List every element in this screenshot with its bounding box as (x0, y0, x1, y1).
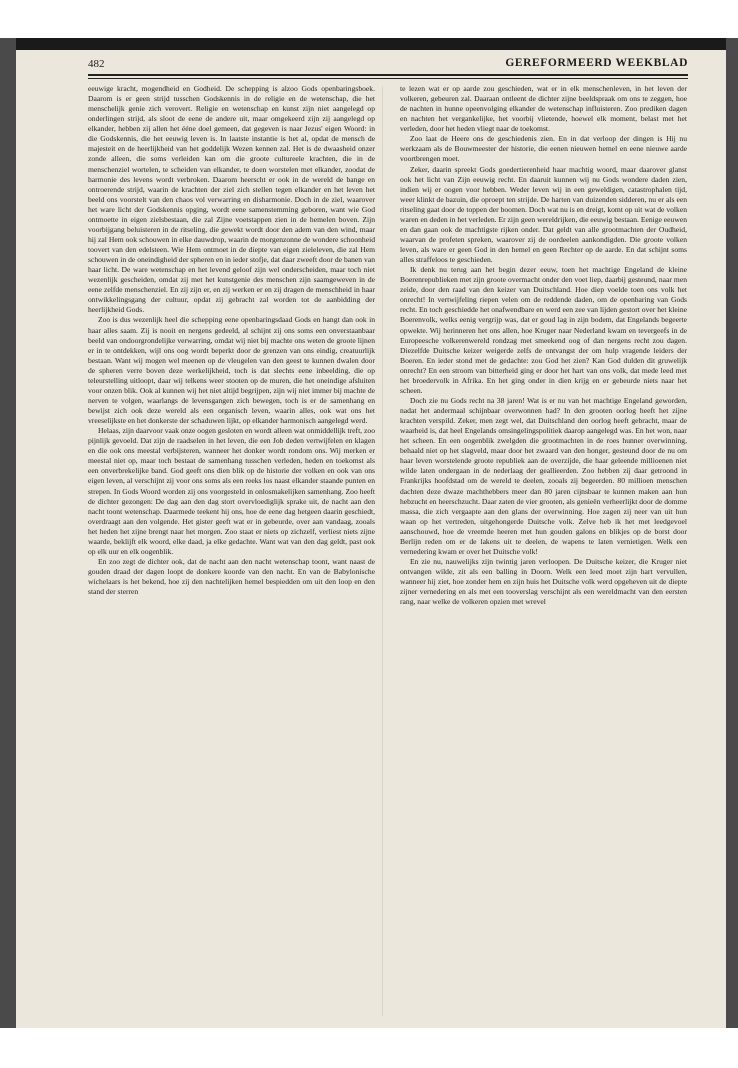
page-top-band (16, 38, 726, 50)
column-gutter (382, 86, 383, 1016)
paragraph: Zeker, daarin spreekt Gods goedertierenheid haar machtig woord, maar daarover glanst ook het licht van Zijn eeuwig recht. En daaruit kunnen wij nu Gods wondere daden zien, indien wij er oogen voor hebben. Weder leven wij in een geweldigen, catastrophalen tijd, weer klinkt de bazuin, die oproept ten strijde. De harten van duizenden sidderen, nu er als een ritseling gaat door de toppen der boomen. Doch wat nu is en dreigt, komt op uit wat de volken waren en deden in het verleden. Er zijn geen wereldrijken, die eeuwig bestaan. Eenige eeuwen en dan gaan ook de machtigste rijken onder. Dat geldt van alle grootmachten der Oudheid, waarvan de profeten spreken, waarover zij de oordeelen aankondigden. Die groote volken leven, als ware er geen God in den hemel en geen Rechter op de aarde. En dat schijnt soms alles straffeloos te geschieden. (400, 164, 687, 265)
paragraph: eeuwige kracht, mogendheid en Godheid. De schepping is alzoo Gods openbaringsboek. Daarom is er geen strijd tusschen Godskennis in de religie en de wetenschap, die het menschelijk genie zich verovert. Religie en wetenschap en kunst zijn niet aangelegd op onderlingen strijd, als sloot de eene de andere uit, maar omgekeerd zijn zij aangelegd op elkander, hebben zij allen het ééne doel gemeen, dat gegeven is naar Jezus' eigen Woord: in die Godskennis, die het eeuwig leven is. In laatste instantie is het al, opdat de mensch de majesteit en de heerlijkheid van het goddelijk Wezen kennen zal. Het is de dwaasheid onzer zonde alleen, die soms verleiden kan om die groote cultureele krachten, die in de menschenziel wortelen, te scheiden van elkander, te doen worstelen met elkander, zoodat de harmonie des levens wordt verbroken. Daarom heerscht er ook in de wereld de bange en ontroerende strijd, waarin de krachten der ziel zich stellen tegen elkander en het leven het beeld ons voorstelt van den chaos vol verwarring en disharmonie. Doch in de ziel, waarover het ware licht der Godskennis opging, wordt eene samenstemming geboren, want wie God ontmoette in eigen zielsbestaan, die zal Zijne voetstappen zien in de hemelen boven. Zijn voorbijgang beluisteren in de ritseling, die gewekt wordt door den adem van den wind, maar hij zal Hem ook schouwen in elke dauwdrop, waarin de morgenzonne de wondere schoonheid toovert van den edelsteen. Wie Hem ontmoet in de diepte van eigen zieleleven, die zal Hem schouwen in de oneindigheid der spheren en in ieder stofje, dat daar zweeft door de banen van haar licht. De ware wetenschap en het levend geloof zijn wel onderscheiden, maar toch niet wezenlijk gescheiden, omdat zij met het kunstgenie des menschen zijn saamgeweven in de eene zelfde menschenziel. En zij zijn er, en zij werken er en zij dragen de menschheid in haar ontwikkelingsgang der cultuur, opdat zij gebracht zal worden tot de aanbidding der heerlijkheid Gods. (88, 84, 375, 315)
paragraph: Doch zie nu Gods recht na 38 jaren! Wat is er nu van het machtige Engeland geworden, nadat het andermaal schijnbaar overwonnen had? In den grooten oorlog heeft het zijne krachten verspild. Zeker, men zegt wel, dat Duitschland den oorlog heeft gebracht, maar de waarheid is, dat heel Engelands omsingelingspolitiek daarop aangelegd was. En het won, naar het scheen. En een oogenblik zwelgden die grootmachten in de roes hunner overwinning, behaald niet op het slagveld, maar door het zwaard van den honger, gesteund door de nu om haar leven worstelende groote republiek aan de overzijde, die haar geleende millioenen niet wilde laten ondergaan in de nederlaag der geallieerden. Zoo hebben zij daar getroond in Frankrijks hoofdstad om de wereld te deelen, zooals zij begeerden. 80 millioen menschen dachten deze dwaze machthebbers meer dan 80 jaren cijnsbaar te kunnen maken aan hun hebzucht en heerschzucht. Daar zaten de vier grooten, als genieën verheerlijkt door de domme massa, die zich vergaapte aan den glans der overwinning. Hoe zagen zij neer van uit hun waan op het vertreden, uitgehongerde Duitsche volk. Zelve heb ik het met leedgevoel aanschouwd, hoe de vreemde heeren met hun gouden galons en blikjes op de borst door Berlijn reden om er de lakens uit te deelen, de wapens te laten vernietigen. Welk een vernedering kwam er over het Duitsche volk! (400, 395, 687, 556)
left-text-column (88, 84, 375, 1018)
page-number: 482 (88, 58, 105, 70)
right-text-column (400, 84, 687, 1018)
magazine-page (16, 38, 726, 1028)
scan-margin-bottom (0, 1028, 738, 1068)
paragraph: En zie nu, nauwelijks zijn twintig jaren verloopen. De Duitsche keizer, die Kruger niet ontvangen wilde, zit als een balling in Doorn. Welk een leed moet zijn hart vervullen, wanneer hij ziet, hoe zonder hem en zijn huis het Duitsche volk werd opgeheven uit de diepte zijner vernedering en als met een tooverslag verschijnt als een wereldmacht van den eersten rang, naar welke de volkeren opzien met wrevel (400, 556, 687, 607)
header-rule-thick (88, 74, 688, 76)
paragraph: Zoo is dus wezenlijk heel die schepping eene openbaringsdaad Gods en hangt dan ook in haar alles saam. Zij is nooit en nergens gedeeld, al schijnt zij ons soms een onverstaanbaar beeld van ondoorgrondelijke verwarring, omdat wij niet bij machte ons weten de groote lijnen er in te ontdekken, wijl ons oog wordt beperkt door de grenzen van ons eindig, creatuurlijk bestaan. Want wij mogen wel meenen op de vleugelen van den geest te kunnen dwalen door de spheren verre boven deze werkelijkheid, toch is dat slechts eene inbeelding, die op teleurstelling uitloopt, daar wij telkens weer stooten op de muren, die het oneindige afsluiten voor onzen blik. Ook al kunnen wij het niet altijd begrijpen, zijn wij niet immer bij machte de nerven te volgen, waarlangs de levensgangen zich bewegen, toch is er de samenhang en bewijst zich ook deze wereld als een organisch leven, waarin alles, ook wat ons het vreeselijkste en het donkerste der schaduwen lijkt, op elkander harmonisch aangelegd werd. (88, 315, 375, 426)
paragraph: Zoo laat de Heere ons de geschiedenis zien. En in dat verloop der dingen is Hij nu werkzaam als de Bouwmeester der historie, die eenen nieuwen hemel en eene nieuwe aarde voortbrengen moet. (400, 134, 687, 164)
paragraph: Ik denk nu terug aan het begin dezer eeuw, toen het machtige Engeland de kleine Boerenrepublieken met zijn groote overmacht onder den voet liep, daarbij gesteund, naar men zeide, door den raad van den keizer van Duitschland. Hoe diep voelde toen ons volk het onrecht! In vertwijfeling riepen velen om de reddende daden, om de openbaring van Gods recht. En toch geschiedde het onafwendbare en werd een zee van lijden gestort over het kleine Boerenvolk, welks eenig vergrijp was, dat er goud lag in zijn bodem, dat Engelands begeerte opwekte. Wij herinneren het ons allen, hoe Kruger naar Nederland kwam en tevergeefs in de Europeesche volkerenwereld rondzag met smeekend oog of dan nergens recht zou dagen. Diezelfde Duitsche keizer weigerde zelfs de ontvangst der om hulp vragende leiders der Boeren. En ieder stond met de gedachte: zou God het zien? Kan God dulden dit gruwelijk onrecht? En een stroom van bitterheid ging er door het hart van ons volk, dat mede leed met het broedervolk in Afrika. En het ging onder in dien krijg en er gebeurde niets naar het scheen. (400, 265, 687, 395)
paragraph: Helaas, zijn daarvoor vaak onze oogen gesloten en wordt alleen wat onmiddellijk treft, zoo pijnlijk gevoeld. Dat zijn de raadselen in het leven, die een Job deden vertwijfelen en klagen en die ook ons meestal verbijsteren, wanneer het donker wordt rondom ons. Wij merken er meestal niet op, maar toch bestaat de samenhang tusschen verleden, heden en toekomst als een onverbrekelijke band. God geeft ons dien blik op de historie der volken en ook van ons eigen leven, al verschijnt zij voor ons soms als een reeks los naast elkander staande punten en strepen. In Gods Woord worden zij ons voorgesteld in onlosmakelijken samenhang. Zoo heeft de dichter gezongen: De dag aan den dag stort overvloediglijk sprake uit, de nacht aan den nacht toont wetenschap. Daarmede teekent hij ons, hoe de eene dag hetgeen daarin geschiedt, overdraagt aan den volgende. Het gister geeft wat er in gebeurde, over aan vandaag, zooals het heden het zijne brengt naar het morgen. Zoo staat er niets op zichzelf, verliest niets zijne waarde, beklijft elk woord, elke daad, ja elke gedachte. Want wat van den dag geldt, past ook op elk uur en elk oogenblik. (88, 426, 375, 556)
header-rule-thin (88, 78, 688, 79)
paragraph: En zoo zegt de dichter ook, dat de nacht aan den nacht wetenschap toont, want naast de gouden draad der dagen loopt de donkere koorde van den nacht. En van de Babylonische wichelaars is het bekend, hoe zij den nachtelijken hemel bespiedden om uit den loop en den stand der sterren (88, 556, 375, 597)
paragraph: te lezen wat er op aarde zou geschieden, wat er in elk menschenleven, in het leven der volkeren, gebeuren zal. Daaraan ontleent de dichter zijne beeldspraak om ons te zeggen, hoe de nachten in hunne opeenvolging elkander de wetenschap influisteren. Zoo prediken dagen en nachten het vergankelijke, het voorbij vlietende, hoewel elk moment, belast met het verleden, door het heden vliegt naar de toekomst. (400, 84, 687, 134)
publication-title: GEREFORMEERD WEEKBLAD (505, 57, 688, 69)
scan-margin-top (0, 0, 738, 38)
scan-border-right (726, 38, 738, 1028)
running-header (88, 54, 688, 74)
scan-border-left (0, 38, 16, 1028)
